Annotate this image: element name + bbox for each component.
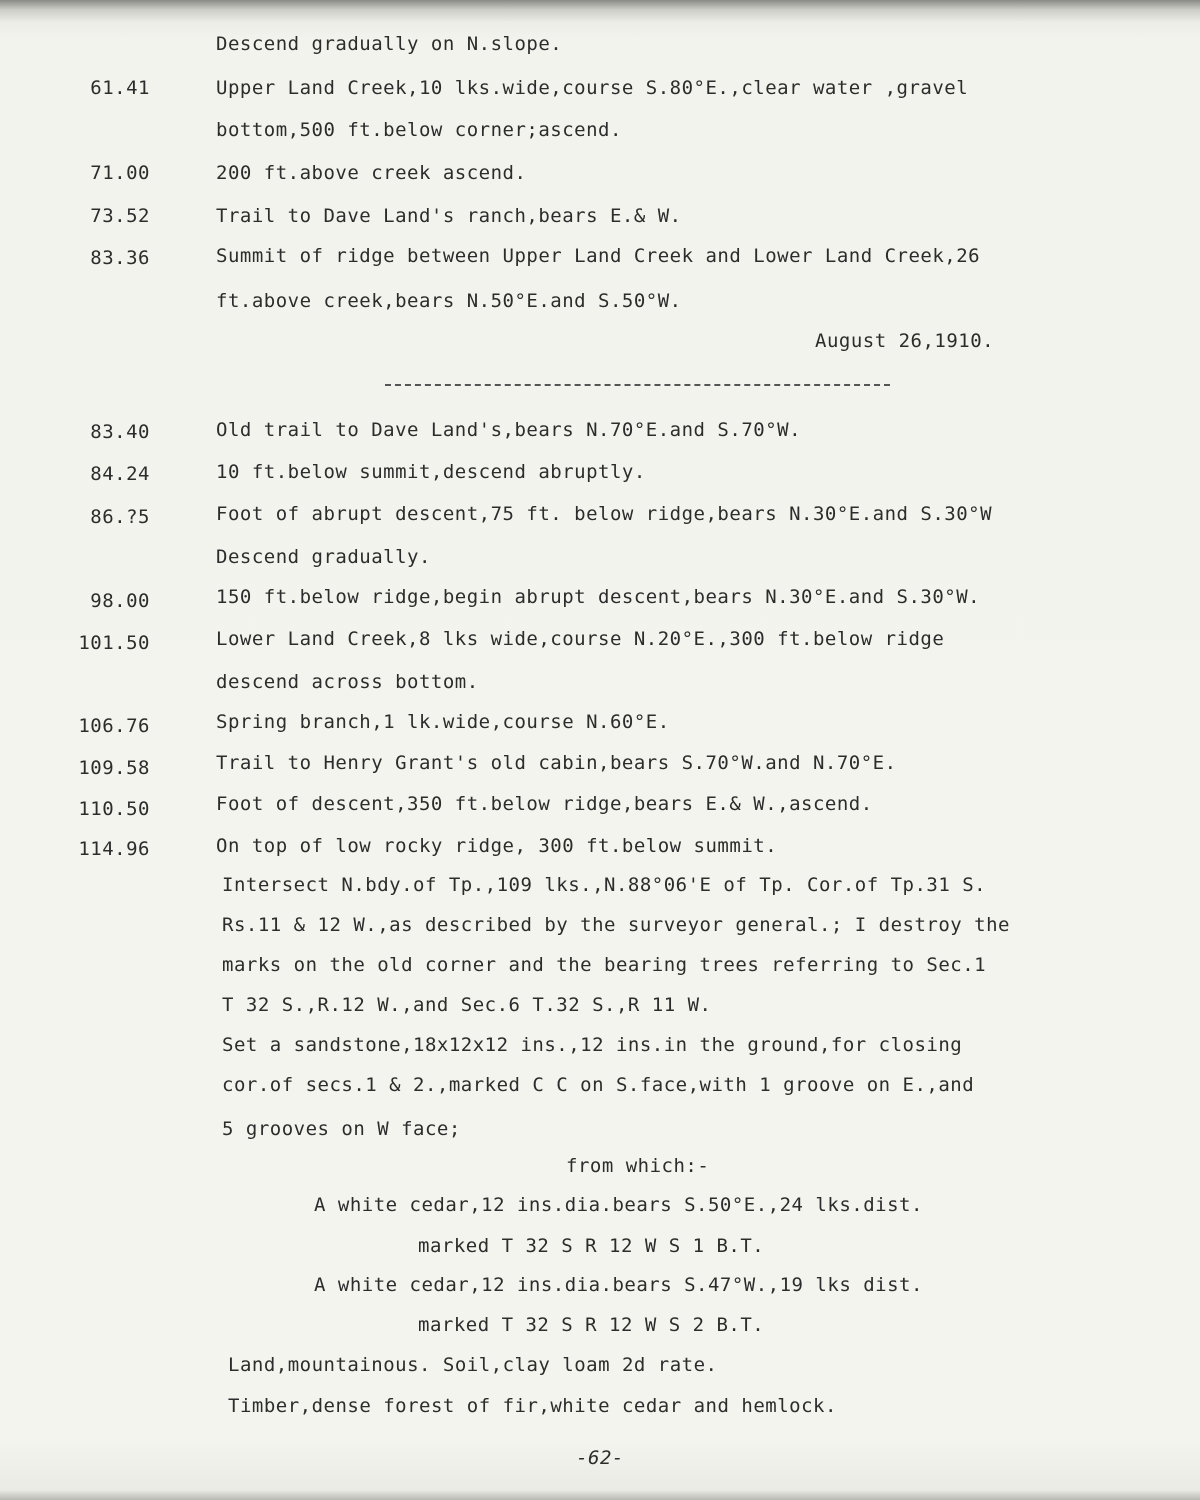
field-note-line: Intersect N.bdy.of Tp.,109 lks.,N.88°06'E of Tp. Cor.of Tp.31 S. (222, 874, 987, 896)
page-bottom-edge (0, 1490, 1200, 1500)
bearing-tree-line: A white cedar,12 ins.dia.bears S.47°W.,19 lks dist. (314, 1274, 923, 1296)
field-note-line: Foot of abrupt descent,75 ft. below ridge,bears N.30°E.and S.30°W (216, 503, 993, 525)
field-note-line: Trail to Henry Grant's old cabin,bears S.70°W.and N.70°E. (216, 752, 897, 774)
date-line: August 26,1910. (815, 330, 995, 352)
chain-distance: 109.58 (78, 757, 150, 779)
field-note-line: from which:- (566, 1155, 710, 1177)
field-note-line: cor.of secs.1 & 2.,marked C C on S.face,with 1 groove on E.,and (222, 1074, 975, 1096)
chain-distance: 110.50 (78, 798, 150, 820)
page-top-shadow (0, 0, 1200, 22)
field-note-line: 5 grooves on W face; (222, 1118, 461, 1140)
chain-distance: 114.96 (78, 838, 150, 860)
field-note-line: Upper Land Creek,10 lks.wide,course S.80°E.,clear water ,gravel (216, 77, 969, 99)
field-note-line: On top of low rocky ridge, 300 ft.below summit. (216, 835, 778, 857)
chain-distance: 83.36 (90, 247, 150, 269)
chain-distance: 73.52 (90, 205, 150, 227)
field-note-line: bottom,500 ft.below corner;ascend. (216, 119, 622, 141)
chain-distance: 61.41 (90, 77, 150, 99)
field-note-line: 200 ft.above creek ascend. (216, 162, 527, 184)
field-note-line: Descend gradually. (216, 546, 431, 568)
field-note-line: Rs.11 & 12 W.,as described by the surveyor general.; I destroy the (222, 914, 1010, 936)
field-note-line: marks on the old corner and the bearing trees referring to Sec.1 (222, 954, 987, 976)
field-note-line: ft.above creek,bears N.50°E.and S.50°W. (216, 290, 682, 312)
page-number: -62- (576, 1447, 624, 1469)
chain-distance: 101.50 (78, 632, 150, 654)
field-note-line: Timber,dense forest of fir,white cedar and hemlock. (228, 1395, 837, 1417)
chain-distance: 71.00 (90, 162, 150, 184)
bearing-tree-marking: marked T 32 S R 12 W S 2 B.T. (418, 1314, 765, 1336)
field-note-line: Old trail to Dave Land's,bears N.70°E.and S.70°W. (216, 419, 802, 441)
field-note-line: 150 ft.below ridge,begin abrupt descent,bears N.30°E.and S.30°W. (216, 586, 981, 608)
bearing-tree-line: A white cedar,12 ins.dia.bears S.50°E.,24 lks.dist. (314, 1194, 923, 1216)
field-note-line: 10 ft.below summit,descend abruptly. (216, 461, 646, 483)
chain-distance: 106.76 (78, 715, 150, 737)
chain-distance: 84.24 (90, 463, 150, 485)
field-note-line: Descend gradually on N.slope. (216, 33, 563, 55)
chain-distance: 83.40 (90, 421, 150, 443)
field-note-line: descend across bottom. (216, 671, 479, 693)
section-divider (385, 384, 890, 386)
field-note-line: Spring branch,1 lk.wide,course N.60°E. (216, 711, 670, 733)
field-note-line: Set a sandstone,18x12x12 ins.,12 ins.in the ground,for closing (222, 1034, 963, 1056)
field-note-line: Lower Land Creek,8 lks wide,course N.20°E.,300 ft.below ridge (216, 628, 945, 650)
field-note-line: Foot of descent,350 ft.below ridge,bears E.& W.,ascend. (216, 793, 873, 815)
chain-distance: 98.00 (90, 590, 150, 612)
bearing-tree-marking: marked T 32 S R 12 W S 1 B.T. (418, 1235, 765, 1257)
field-note-line: Trail to Dave Land's ranch,bears E.& W. (216, 205, 682, 227)
field-note-line: Land,mountainous. Soil,clay loam 2d rate. (228, 1354, 718, 1376)
field-note-line: T 32 S.,R.12 W.,and Sec.6 T.32 S.,R 11 W. (222, 994, 712, 1016)
field-note-line: Summit of ridge between Upper Land Creek and Lower Land Creek,26 (216, 245, 981, 267)
chain-distance: 86.?5 (90, 506, 150, 528)
